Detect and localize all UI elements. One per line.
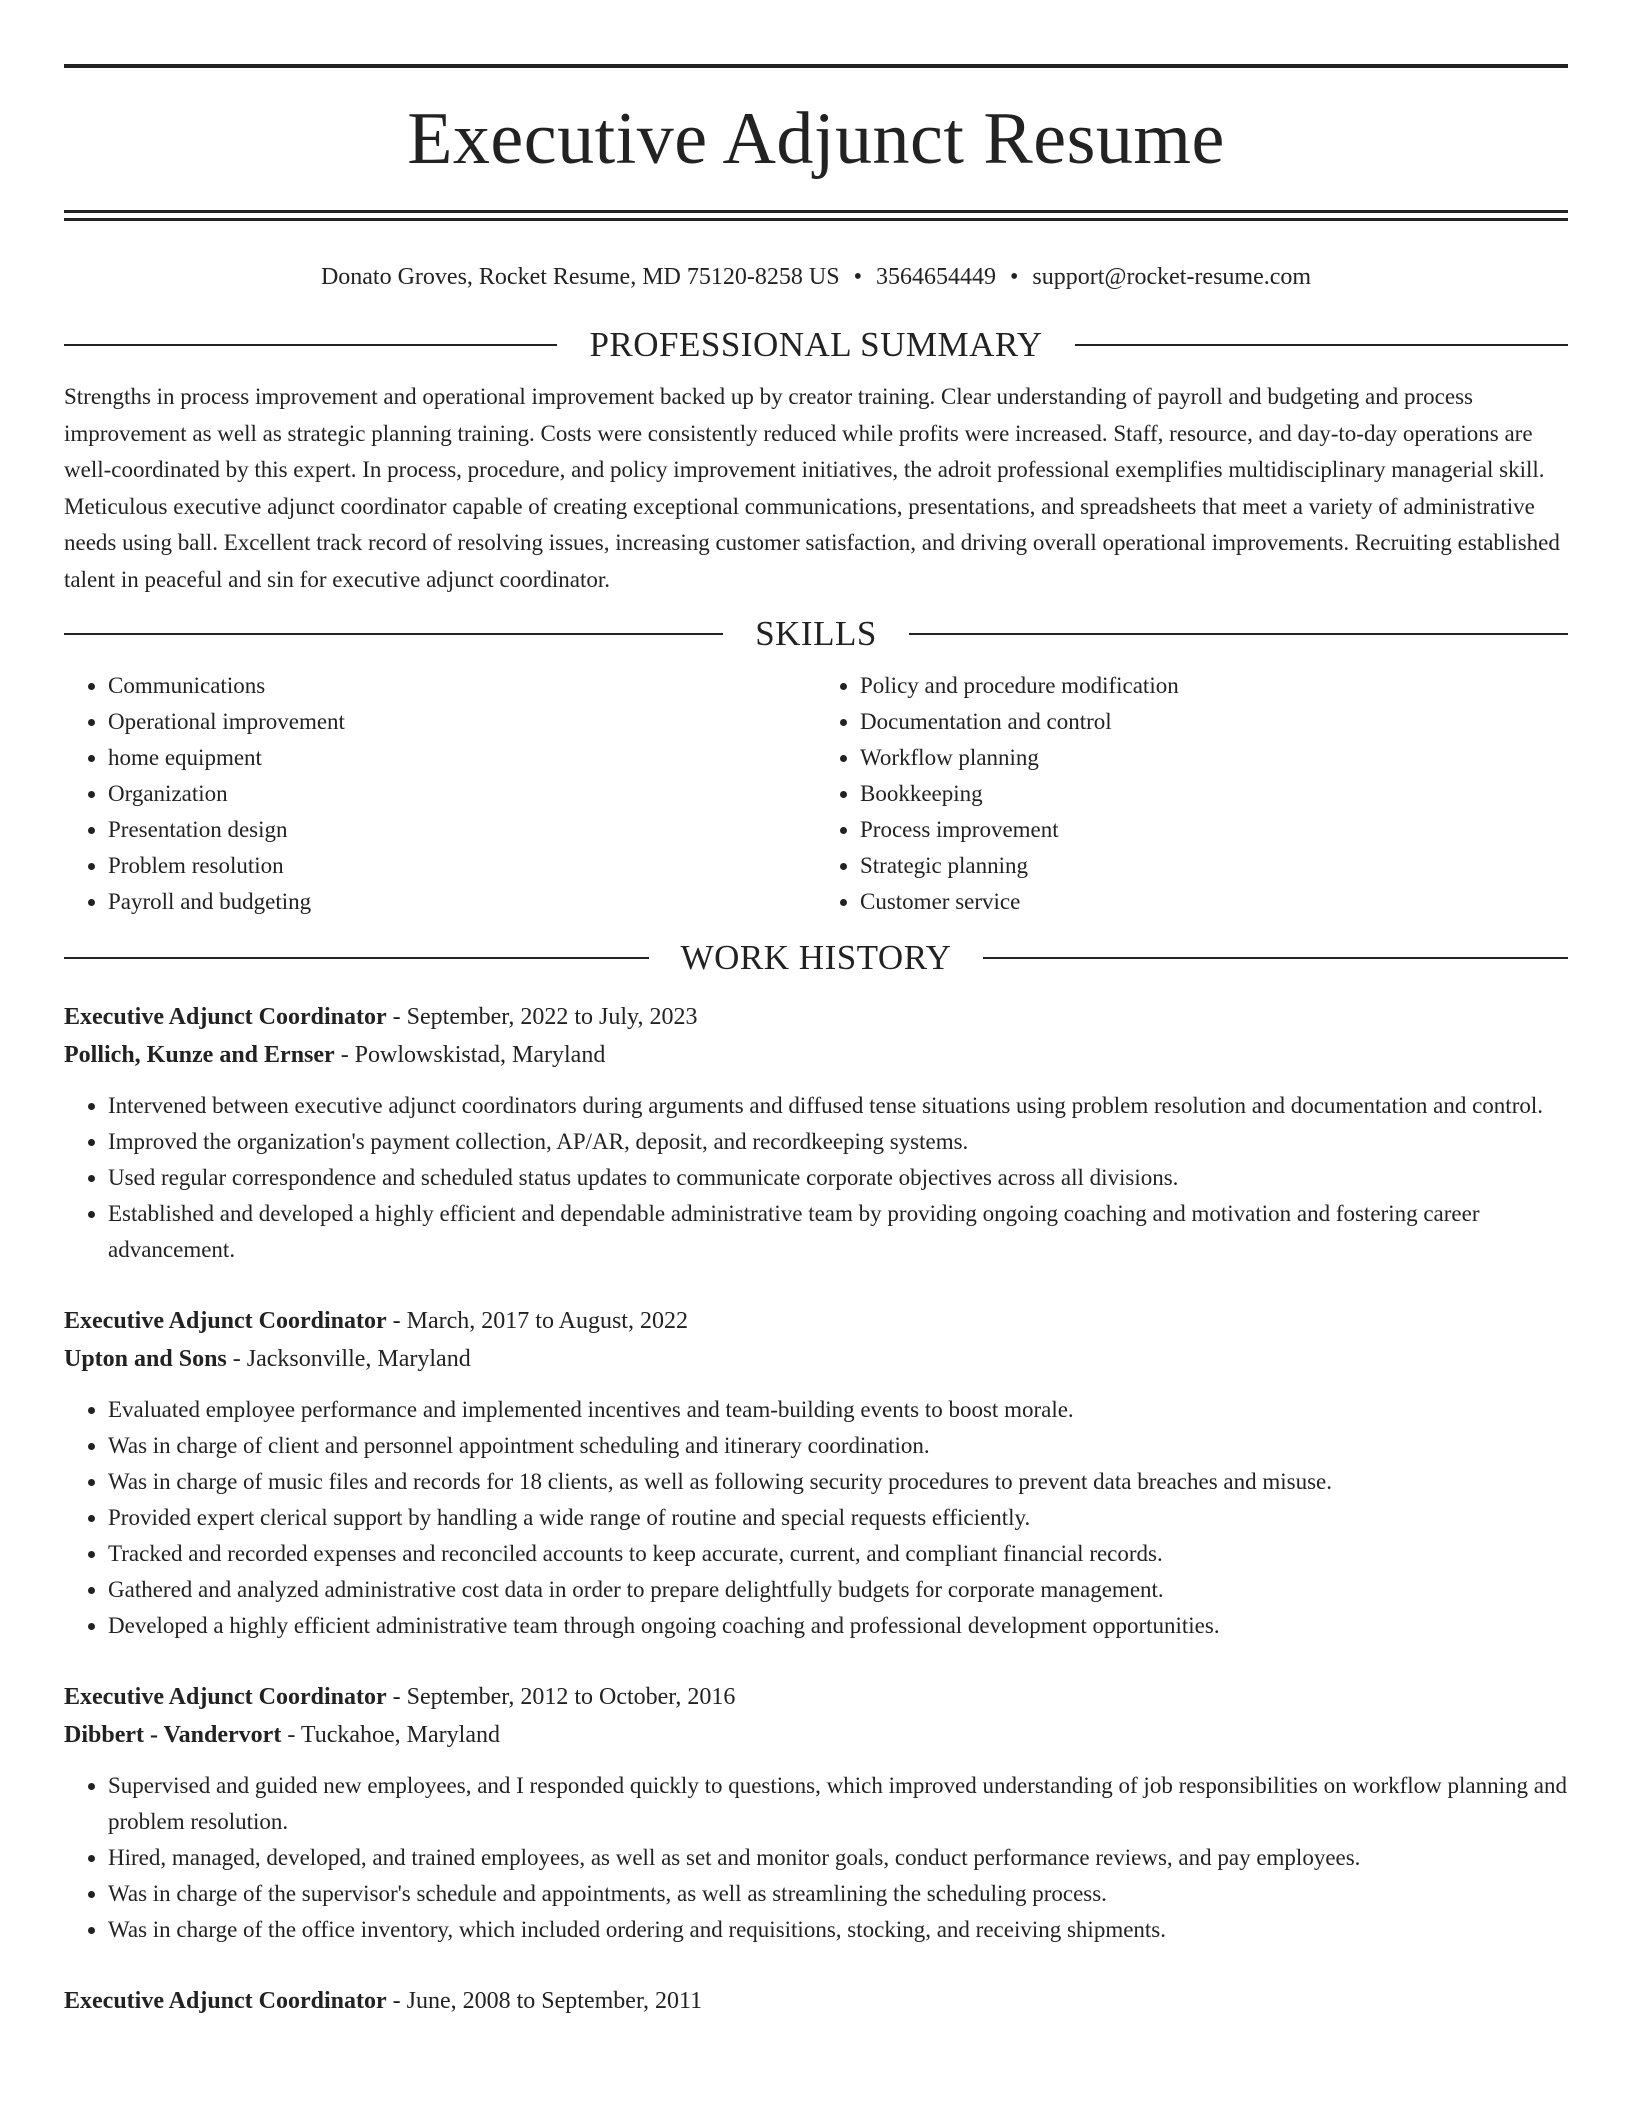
job-dates: - September, 2022 to July, 2023 [386,1004,698,1030]
contact-address: Donato Groves, Rocket Resume, MD 75120-8258 US [320,264,840,290]
skill-item: • Workflow planning [860,740,1568,776]
skill-item: • Customer service [860,884,1568,920]
job-dates: - September, 2012 to October, 2016 [386,1684,736,1710]
job-location: - Jacksonville, Maryland [226,1346,471,1372]
section-header-summary [64,323,1568,367]
skill-item: • Policy and procedure modification [860,668,1568,704]
job-bullets [64,1392,1568,1644]
contact-separator: • [1009,264,1019,290]
job-dates: - June, 2008 to September, 2011 [386,1988,703,2014]
job-bullet: • Intervened between executive adjunct coordinators during arguments and diffused tense situations using problem resolution and documentation and control. [108,1088,1568,1124]
skill-item: • Presentation design [108,812,816,848]
section-title-skills: SKILLS [755,614,877,653]
job-bullet: • Used regular correspondence and scheduled status updates to communicate corporate objectives across all divisions. [108,1160,1568,1196]
work-history-list [64,998,1568,2020]
section-header-skills [64,612,1568,656]
title-double-rule [64,210,1568,221]
job-entry [64,1678,1568,1948]
section-rule-right [1075,344,1568,346]
section-rule-left [64,633,723,635]
job-company-line [64,1036,1568,1074]
skill-item: • Documentation and control [860,704,1568,740]
skill-item: • Payroll and budgeting [108,884,816,920]
job-title-line [64,1678,1568,1716]
job-bullet: • Hired, managed, developed, and trained employees, as well as set and monitor goals, conduct performance reviews, and pay employees. [108,1840,1568,1876]
top-rule [64,64,1568,68]
job-title-line [64,998,1568,1036]
job-bullet: • Improved the organization's payment collection, AP/AR, deposit, and recordkeeping systems. [108,1124,1568,1160]
job-bullets [64,1088,1568,1268]
contact-email: support@rocket-resume.com [1032,264,1312,290]
skills-column-right [816,668,1568,920]
job-title: Executive Adjunct Coordinator [64,1684,387,1710]
job-location: - Powlowskistad, Maryland [334,1042,606,1068]
job-bullet: • Established and developed a highly efficient and dependable administrative team by providing ongoing coaching and motivation and fostering career advancement. [108,1196,1568,1268]
job-company: Upton and Sons [64,1346,227,1372]
job-title-line [64,1302,1568,1340]
job-dates: - March, 2017 to August, 2022 [386,1308,688,1334]
summary-paragraph: Strengths in process improvement and operational improvement backed up by creator training. Clear understanding of payroll and budgeting and process improvement as well as strategic planning training. Costs were consistently reduced while profits were increased. Staff, resource, and day-to-day operations are well-coordinated by this expert. In process, procedure, and policy improvement initiatives, the adroit professional exemplifies multidisciplinary managerial skill. Meticulous executive adjunct coordinator capable of creating exceptional communications, presentations, and spreadsheets that meet a variety of administrative needs using ball. Excellent track record of resolving issues, increasing customer satisfaction, and driving overall operational improvements. Recruiting established talent in peaceful and sin for executive adjunct coordinator. [64,384,1560,592]
job-company-line [64,1716,1568,1754]
skill-item: • Operational improvement [108,704,816,740]
skill-item: • Problem resolution [108,848,816,884]
job-bullet: • Evaluated employee performance and implemented incentives and team-building events to boost morale. [108,1392,1568,1428]
job-bullet: • Was in charge of the office inventory, which included ordering and requisitions, stocking, and receiving shipments. [108,1912,1568,1948]
skills-list [64,668,1568,920]
job-bullet: • Gathered and analyzed administrative cost data in order to prepare delightfully budgets for corporate management. [108,1572,1568,1608]
job-company-line [64,1340,1568,1378]
skill-item: • Organization [108,776,816,812]
skill-item: • Process improvement [860,812,1568,848]
job-company: Dibbert - Vandervort [64,1722,282,1748]
job-bullet: • Supervised and guided new employees, and I responded quickly to questions, which improved understanding of job responsibilities on workflow planning and problem resolution. [108,1768,1568,1840]
section-title-work: WORK HISTORY [680,938,952,977]
job-company: Pollich, Kunze and Ernser [64,1042,335,1068]
job-entry [64,1982,1568,2020]
skill-item: • Bookkeeping [860,776,1568,812]
job-title: Executive Adjunct Coordinator [64,1004,387,1030]
job-bullet: • Provided expert clerical support by handling a wide range of routine and special requests efficiently. [108,1500,1568,1536]
resume-title: Executive Adjunct Resume [407,98,1225,180]
job-location: - Tuckahoe, Maryland [281,1722,500,1748]
job-bullet: • Developed a highly efficient administrative team through ongoing coaching and professional development opportunities. [108,1608,1568,1644]
job-bullet: • Was in charge of client and personnel appointment scheduling and itinerary coordination. [108,1428,1568,1464]
job-entry [64,998,1568,1268]
job-entry [64,1302,1568,1644]
job-bullet: • Tracked and recorded expenses and reconciled accounts to keep accurate, current, and compliant financial records. [108,1536,1568,1572]
contact-line [64,261,1568,293]
contact-separator: • [853,264,862,290]
job-title: Executive Adjunct Coordinator [64,1308,387,1334]
section-header-work [64,936,1568,980]
job-bullet: • Was in charge of music files and records for 18 clients, as well as following security procedures to prevent data breaches and misuse. [108,1464,1568,1500]
section-title-summary: PROFESSIONAL SUMMARY [589,325,1043,364]
section-rule-right [909,633,1568,635]
skill-item: • home equipment [108,740,816,776]
skills-column-left [64,668,816,920]
skill-item: • Strategic planning [860,848,1568,884]
section-rule-left [64,957,649,959]
contact-phone: 3564654449 [875,264,996,290]
section-rule-left [64,344,557,346]
job-bullets [64,1768,1568,1948]
job-title: Executive Adjunct Coordinator [64,1988,387,2014]
resume-page [64,64,1568,2020]
skill-item: • Communications [108,668,816,704]
job-title-line [64,1982,1568,2020]
job-bullet: • Was in charge of the supervisor's schedule and appointments, as well as streamlining the scheduling process. [108,1876,1568,1912]
section-rule-right [983,957,1568,959]
